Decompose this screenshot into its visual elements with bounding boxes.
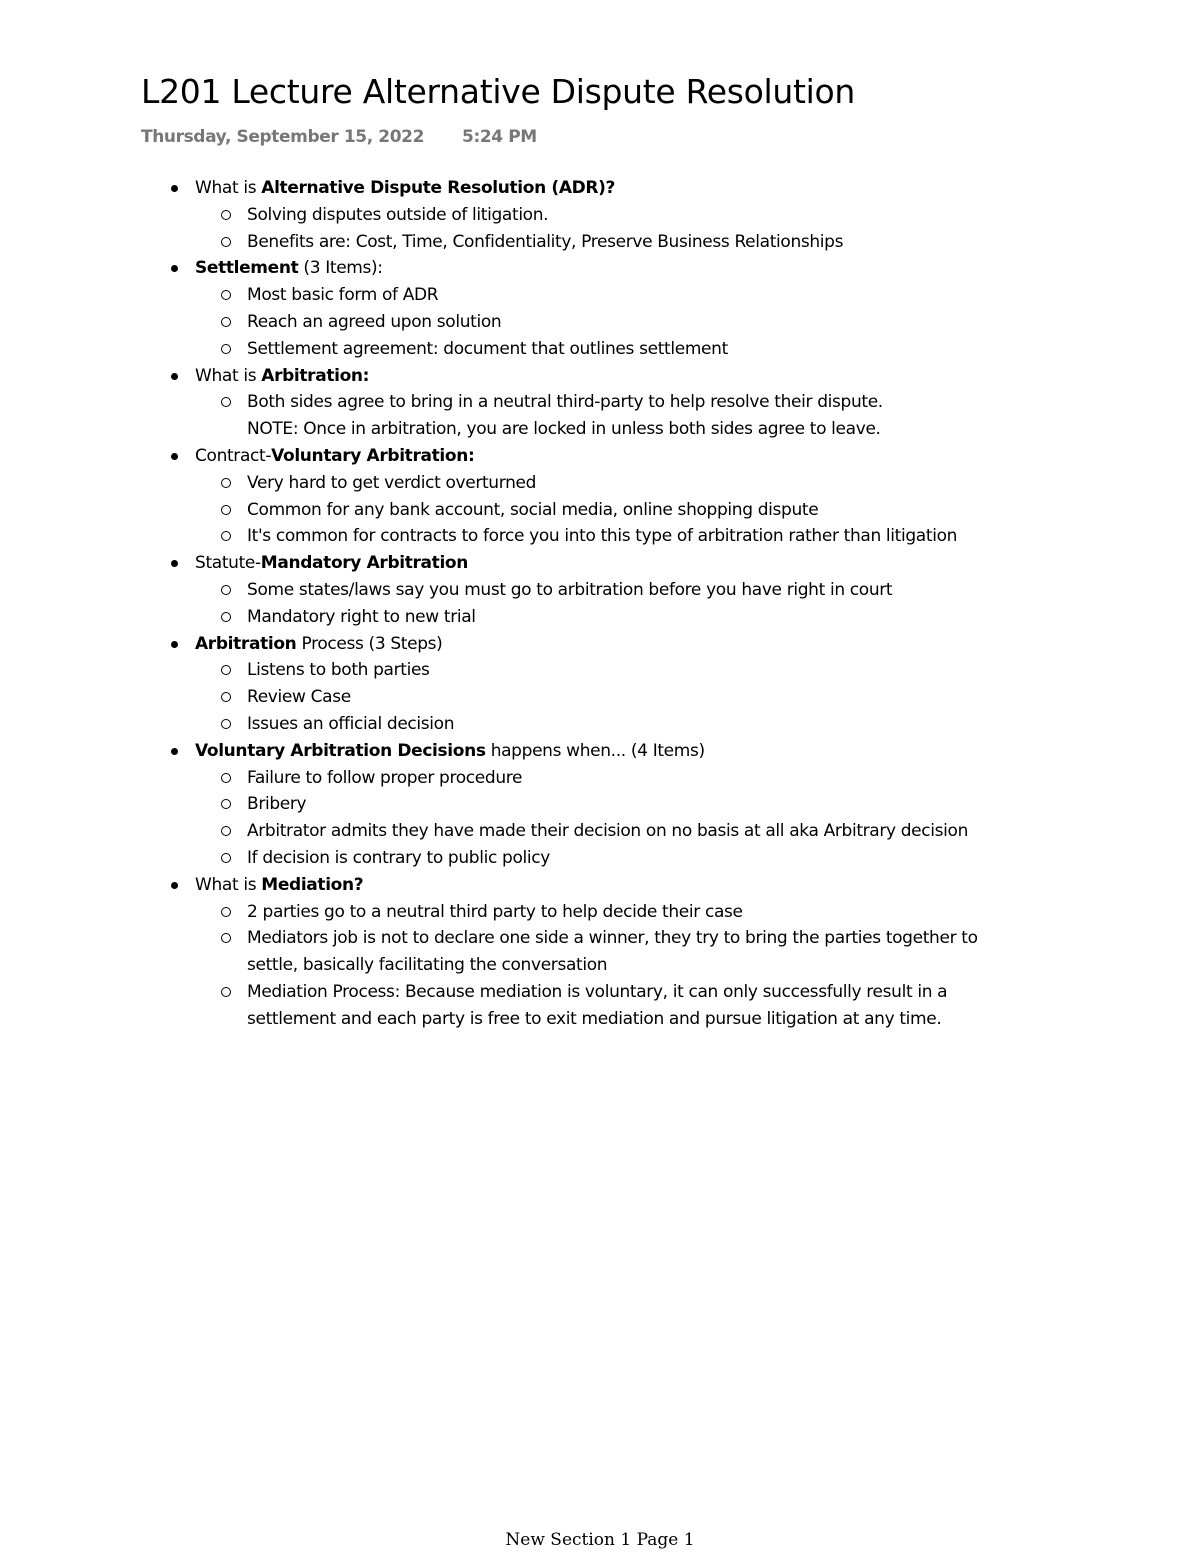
list-item: Benefits are: Cost, Time, Confidentiality, Preserve Business Relationships bbox=[0, 229, 1200, 256]
outline-item-settlement: Settlement (3 Items): bbox=[0, 255, 1200, 282]
outline-item-arbitration: What is Arbitration: bbox=[0, 363, 1200, 390]
outline-item-mediation: What is Mediation? bbox=[0, 872, 1200, 899]
list-item: Listens to both parties bbox=[0, 657, 1200, 684]
list-item: 2 parties go to a neutral third party to help decide their case bbox=[0, 899, 1200, 926]
outline-item-mandatory-arbitration: Statute-Mandatory Arbitration bbox=[0, 550, 1200, 577]
page-date: Thursday, September 15, 2022 bbox=[141, 127, 425, 147]
list-item: Mediators job is not to declare one side a winner, they try to bring the parties together to settle, basically facilitating the conversation bbox=[0, 925, 1200, 979]
outline-item-arbitration-process: Arbitration Process (3 Steps) bbox=[0, 631, 1200, 658]
list-item: Solving disputes outside of litigation. bbox=[0, 202, 1200, 229]
list-item: It's common for contracts to force you into this type of arbitration rather than litigation bbox=[0, 523, 1200, 550]
list-item: Arbitrator admits they have made their decision on no basis at all aka Arbitrary decision bbox=[0, 818, 1200, 845]
notes-outline bbox=[0, 175, 1200, 1033]
list-item: Issues an official decision bbox=[0, 711, 1200, 738]
list-item: Common for any bank account, social media, online shopping dispute bbox=[0, 497, 1200, 524]
list-item: Both sides agree to bring in a neutral third-party to help resolve their dispute. NOTE: Once in arbitration, you are locked in unless both sides agree to leave. bbox=[0, 389, 1200, 443]
list-item: If decision is contrary to public policy bbox=[0, 845, 1200, 872]
list-item: Bribery bbox=[0, 791, 1200, 818]
list-item: Mandatory right to new trial bbox=[0, 604, 1200, 631]
outline-item-voluntary-arbitration: Contract-Voluntary Arbitration: bbox=[0, 443, 1200, 470]
page-title: L201 Lecture Alternative Dispute Resolution bbox=[141, 72, 856, 111]
outline-item-adr: What is Alternative Dispute Resolution (ADR)? bbox=[0, 175, 1200, 202]
page-time: 5:24 PM bbox=[462, 127, 537, 147]
list-item: Review Case bbox=[0, 684, 1200, 711]
page-footer: New Section 1 Page 1 bbox=[505, 1530, 695, 1550]
list-item: Some states/laws say you must go to arbitration before you have right in court bbox=[0, 577, 1200, 604]
list-item: Most basic form of ADR bbox=[0, 282, 1200, 309]
list-item: Mediation Process: Because mediation is voluntary, it can only successfully result in a settlement and each party is free to exit mediation and pursue litigation at any time. bbox=[0, 979, 1200, 1033]
list-item: Failure to follow proper procedure bbox=[0, 765, 1200, 792]
list-item: Reach an agreed upon solution bbox=[0, 309, 1200, 336]
outline-item-arbitration-decisions: Voluntary Arbitration Decisions happens when... (4 Items) bbox=[0, 738, 1200, 765]
list-item: Very hard to get verdict overturned bbox=[0, 470, 1200, 497]
page-meta bbox=[141, 127, 537, 147]
list-item: Settlement agreement: document that outlines settlement bbox=[0, 336, 1200, 363]
